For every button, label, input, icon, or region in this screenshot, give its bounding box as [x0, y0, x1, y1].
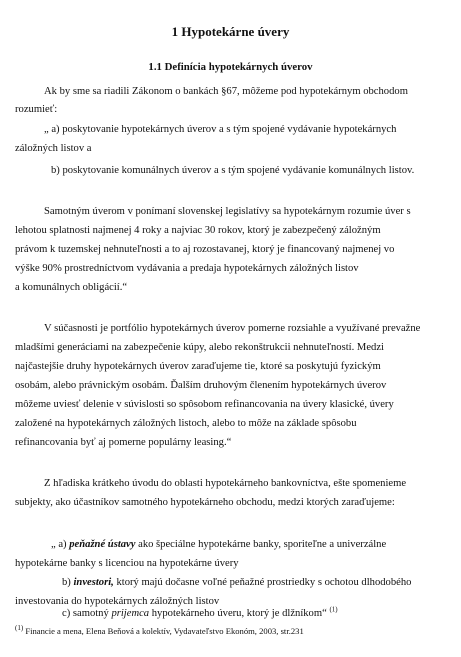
paragraph-line: Z hľadiska krátkeho úvodu do oblasti hypotekárneho bankovníctva, ešte spomenieme	[44, 478, 407, 489]
paragraph-line: Ak by sme sa riadili Zákonom o bankách §67, môžeme pod hypotekárnym obchodom	[44, 86, 408, 97]
footnote-marker: (1)	[15, 624, 24, 633]
term-emphasis: investori,	[73, 577, 114, 588]
footnote-text: Financie a mena, Elena Beňová a kolektív, Vydavateľstvo Ekonóm, 2003, str.231	[23, 626, 304, 636]
paragraph-line: V súčasnosti je portfólio hypotekárnych úverov pomerne rozsiahle a využívané prevažne	[44, 323, 421, 334]
paragraph-line: Samotným úverom v ponímaní slovenskej legislatívy sa hypotekárnym rozumie úver s	[44, 206, 411, 217]
list-marker: „ a)	[51, 539, 67, 550]
paragraph-line: výške 90% prostredníctvom vydávania a predaja hypotekárnych záložných listov	[15, 263, 359, 274]
list-marker: c) samotný	[62, 608, 112, 619]
list-item-b-cont: investovania do hypotekárnych záložných listov	[15, 596, 220, 607]
paragraph-line: mladšími generáciami na zabezpečenie kúpy, alebo rekonštrukcii nehnuteľností. Medzi	[15, 342, 384, 353]
list-text: ako špeciálne hypotekárne banky, sporiteľne a univerzálne	[135, 539, 387, 550]
list-item: „ a) poskytovanie hypotekárnych úverov a s tým spojené vydávanie hypotekárnych	[44, 124, 397, 135]
list-marker: b)	[62, 577, 71, 588]
list-item-a-cont: hypotekárne banky s licenciou na hypotekárne úvery	[15, 558, 239, 569]
list-item: záložných listov a	[15, 143, 92, 154]
term-emphasis: peňažné ústavy	[69, 539, 136, 550]
list-text: hypotekárneho úveru, ktorý je dlžníkom“	[149, 608, 330, 619]
paragraph-line: najčastejšie druhy hypotekárnych úverov zaraďujeme tie, ktoré sa poskytujú fyzickým	[15, 361, 381, 372]
footnote	[15, 626, 304, 636]
paragraph-line: založené na hypotekárnych záložných listoch, alebo to môže na základe spôsobu	[15, 418, 357, 429]
paragraph-line: a komunálnych obligácií.“	[15, 282, 128, 293]
list-item-b	[62, 577, 411, 589]
footnote-ref: (1)	[329, 605, 338, 614]
paragraph-line: osobám, alebo právnickým osobám. Ďalším druhovým členením hypotekárnych úverov	[15, 380, 387, 391]
paragraph-line: právom k tuzemskej nehnuteľnosti a to aj rozostavanej, ktorý je financovaný najmenej vo	[15, 244, 395, 255]
list-item-c	[62, 605, 338, 620]
list-item-a	[51, 539, 386, 551]
paragraph-line: subjekty, ako účastníkov samotného hypotekárneho obchodu, medzi ktorých zaraďujeme:	[15, 497, 395, 508]
paragraph-line: môžeme uviesť delenie v súvislosti so spôsobom refinancovania na úvery klasické, úvery	[15, 399, 394, 410]
term-emphasis: prijemca	[111, 608, 150, 619]
paragraph-line: rozumieť:	[15, 104, 58, 115]
paragraph-line: refinancovania byť aj pomerne populárny leasing.“	[15, 437, 232, 448]
paragraph-line: lehotou splatnosti najmenej 4 roky a najviac 30 rokov, ktorý je zabezpečený záložným	[15, 225, 381, 236]
list-text: ktorý majú dočasne voľné peňažné prostriedky s ochotou dlhodobého	[113, 577, 412, 588]
page-title: 1 Hypotekárne úvery	[171, 24, 290, 39]
list-item: b) poskytovanie komunálnych úverov a s tým spojené vydávanie komunálnych listov.	[51, 165, 415, 176]
section-subtitle: 1.1 Definícia hypotekárnych úverov	[148, 61, 313, 73]
